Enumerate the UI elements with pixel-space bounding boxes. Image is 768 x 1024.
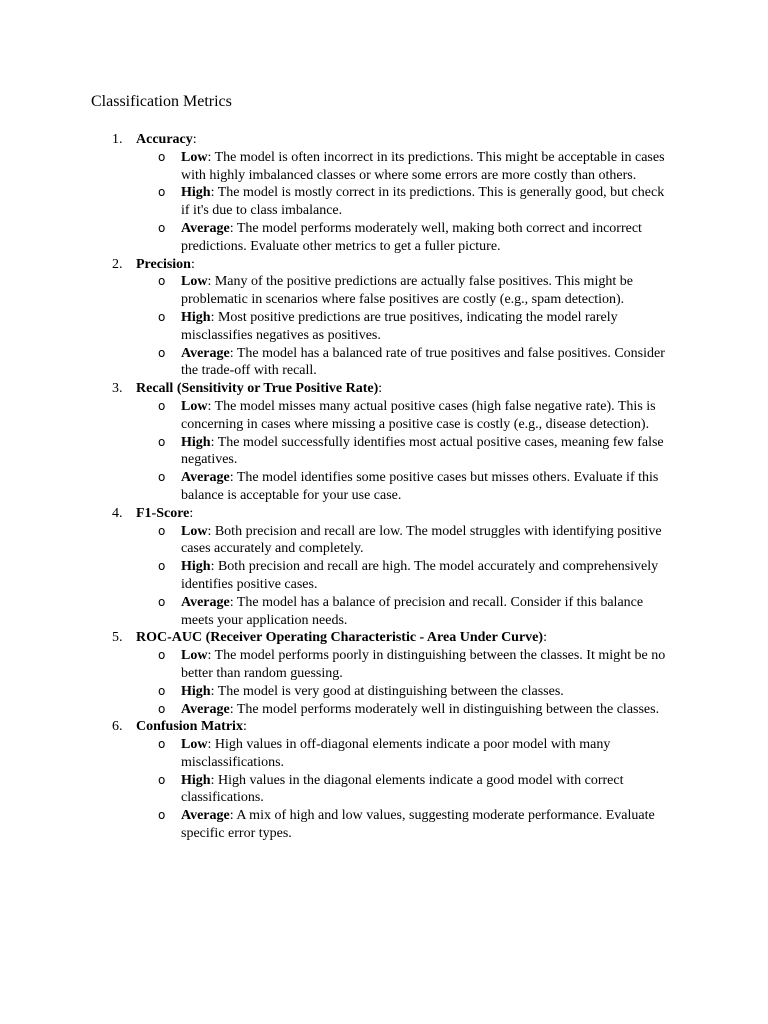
level-item-low: o Low: High values in off-diagonal elements indicate a poor model with many misclassifications. <box>158 737 611 770</box>
circle-bullet-icon: o <box>158 808 166 823</box>
metric-levels <box>0 736 768 843</box>
metric-name: Accuracy <box>136 132 193 147</box>
metric-levels <box>0 149 768 256</box>
level-description: Both precision and recall are low. The model struggles with identifying positive cases accurately and completely. <box>181 523 662 557</box>
level-label: High <box>181 772 211 788</box>
metric-number: 6. <box>112 719 123 735</box>
circle-bullet-icon: o <box>158 470 166 485</box>
level-description: The model successfully identifies most actual positive cases, meaning few false negatives. <box>181 434 664 468</box>
metric-name: F1-Score <box>136 505 190 521</box>
level-description: Both precision and recall are high. The model accurately and comprehensively identifies positive cases. <box>181 559 659 592</box>
level-item-average: o Average: The model has a balance of precision and recall. Consider if this balance meets your application needs. <box>158 594 644 628</box>
circle-bullet-icon: o <box>158 398 166 413</box>
level-description: A mix of high and low values, suggesting moderate performance. Evaluate specific error types. <box>181 808 655 842</box>
level-description: High values in off-diagonal elements indicate a poor model with many misclassifications. <box>181 737 611 770</box>
level-description: The model is very good at distinguishing between the classes. <box>217 683 564 699</box>
level-item-average: o Average: The model identifies some positive cases but misses others. Evaluate if this balance is acceptable for your use case. <box>158 470 659 503</box>
level-label: Average <box>181 594 230 610</box>
level-label: Low <box>181 523 208 539</box>
metric-name: Recall (Sensitivity or True Positive Rate) <box>136 381 379 397</box>
level-label: High <box>181 559 211 575</box>
level-description: The model performs moderately well, making both correct and incorrect predictions. Evaluate other metrics to get a fuller picture. <box>181 220 642 254</box>
metric-number: 4. <box>112 505 123 521</box>
circle-bullet-icon: o <box>158 594 166 609</box>
metric-heading: 2. Precision: <box>112 256 195 272</box>
level-item-high: o High: High values in the diagonal elements indicate a good model with correct classifications. <box>158 772 624 806</box>
level-label: Average <box>181 808 230 824</box>
metric-list <box>0 131 768 843</box>
metric-levels <box>0 398 768 505</box>
metric-heading: 1. Accuracy: <box>112 132 197 147</box>
level-description: The model is often incorrect in its predictions. This might be acceptable in cases with highly imbalanced classes or where some errors are more costly than others. <box>181 149 665 183</box>
level-item-average: o Average: The model has a balanced rate of true positives and false positives. Consider the trade-off with recall. <box>158 345 665 379</box>
level-item-average: o Average: The model performs moderately well, making both correct and incorrect predictions. Evaluate other metrics to get a fuller picture. <box>158 220 642 254</box>
level-description: The model has a balanced rate of true positives and false positives. Consider the trade-off with recall. <box>181 345 665 379</box>
metric-number: 1. <box>112 132 123 147</box>
level-description: The model performs poorly in distinguishing between the classes. It might be no better than random guessing. <box>181 648 666 681</box>
metric-heading: 6. Confusion Matrix: <box>112 719 247 735</box>
metric-levels <box>0 647 768 718</box>
level-item-low: o Low: Both precision and recall are low. The model struggles with identifying positive cases accurately and completely. <box>158 523 662 557</box>
circle-bullet-icon: o <box>158 309 166 324</box>
level-item-low: o Low: The model performs poorly in distinguishing between the classes. It might be no better than random guessing. <box>158 648 666 681</box>
circle-bullet-icon: o <box>158 523 166 538</box>
circle-bullet-icon: o <box>158 345 166 360</box>
metric-levels <box>0 273 768 380</box>
level-label: Average <box>181 701 230 717</box>
level-item-low: o Low: The model is often incorrect in its predictions. This might be acceptable in cases with highly imbalanced classes or where some errors are more costly than others. <box>158 149 665 183</box>
circle-bullet-icon: o <box>158 683 166 698</box>
level-item-high: o High: Both precision and recall are high. The model accurately and comprehensively identifies positive cases. <box>158 559 659 592</box>
level-item-average: o Average: The model performs moderately well in distinguishing between the classes. <box>158 701 660 717</box>
level-item-high: o High: The model is very good at distinguishing between the classes. <box>158 683 564 699</box>
level-label: High <box>181 185 211 201</box>
metric-f1-score <box>0 505 768 630</box>
metric-accuracy <box>0 131 768 256</box>
circle-bullet-icon: o <box>158 559 166 574</box>
level-label: Low <box>181 648 208 664</box>
level-description: The model performs moderately well in distinguishing between the classes. <box>236 701 660 717</box>
level-item-average: o Average: A mix of high and low values, suggesting moderate performance. Evaluate specific error types. <box>158 808 655 842</box>
level-description: High values in the diagonal elements indicate a good model with correct classifications. <box>181 772 624 806</box>
level-item-low: o Low: The model misses many actual positive cases (high false negative rate). This is concerning in cases where missing a positive case is costly (e.g., disease detection). <box>158 398 656 432</box>
circle-bullet-icon: o <box>158 434 166 449</box>
level-description: The model misses many actual positive cases (high false negative rate). This is concerning in cases where missing a positive case is costly (e.g., disease detection). <box>181 398 656 432</box>
level-item-high: o High: Most positive predictions are true positives, indicating the model rarely misclassifies negatives as positives. <box>158 309 618 343</box>
circle-bullet-icon: o <box>158 701 166 716</box>
metric-levels <box>0 523 768 630</box>
metric-number: 3. <box>112 381 123 397</box>
circle-bullet-icon: o <box>158 648 166 663</box>
level-label: Low <box>181 274 208 290</box>
level-label: Average <box>181 470 230 486</box>
level-item-high: o High: The model successfully identifies most actual positive cases, meaning few false negatives. <box>158 434 664 468</box>
level-label: Average <box>181 220 230 236</box>
level-description: The model has a balance of precision and recall. Consider if this balance meets your application needs. <box>181 594 644 628</box>
circle-bullet-icon: o <box>158 772 166 787</box>
metric-number: 5. <box>112 630 123 646</box>
metric-heading: 5. ROC-AUC (Receiver Operating Characteristic - Area Under Curve): <box>112 630 547 646</box>
metric-heading: 4. F1-Score: <box>112 505 194 521</box>
level-label: High <box>181 683 211 699</box>
level-item-high: o High: The model is mostly correct in its predictions. This is generally good, but check if it's due to class imbalance. <box>158 185 665 219</box>
level-label: High <box>181 434 211 450</box>
circle-bullet-icon: o <box>158 220 166 235</box>
level-description: Many of the positive predictions are actually false positives. This might be problematic in scenarios where false positives are costly (e.g., spam detection). <box>181 274 633 308</box>
page-title: Classification Metrics <box>91 93 232 110</box>
circle-bullet-icon: o <box>158 149 166 164</box>
level-label: Low <box>181 149 208 165</box>
metric-name: Precision <box>136 256 191 272</box>
circle-bullet-icon: o <box>158 185 166 200</box>
metric-heading: 3. Recall (Sensitivity or True Positive Rate): <box>112 381 383 397</box>
metric-precision <box>0 256 768 381</box>
metric-number: 2. <box>112 256 123 272</box>
level-description: The model identifies some positive cases but misses others. Evaluate if this balance is acceptable for your use case. <box>181 470 659 503</box>
metric-name: ROC-AUC (Receiver Operating Characteristic - Area Under Curve) <box>136 630 544 646</box>
level-label: High <box>181 309 211 325</box>
metric-roc-auc <box>0 629 768 718</box>
level-label: Average <box>181 345 230 361</box>
level-description: Most positive predictions are true positives, indicating the model rarely misclassifies negatives as positives. <box>181 309 618 343</box>
level-description: The model is mostly correct in its predictions. This is generally good, but check if it's due to class imbalance. <box>181 185 665 219</box>
level-label: Low <box>181 737 208 753</box>
level-item-low: o Low: Many of the positive predictions are actually false positives. This might be problematic in scenarios where false positives are costly (e.g., spam detection). <box>158 274 633 308</box>
circle-bullet-icon: o <box>158 274 166 289</box>
metric-recall <box>0 380 768 505</box>
metric-name: Confusion Matrix <box>136 719 243 735</box>
circle-bullet-icon: o <box>158 737 166 752</box>
level-label: Low <box>181 398 208 414</box>
metric-confusion-matrix <box>0 718 768 843</box>
